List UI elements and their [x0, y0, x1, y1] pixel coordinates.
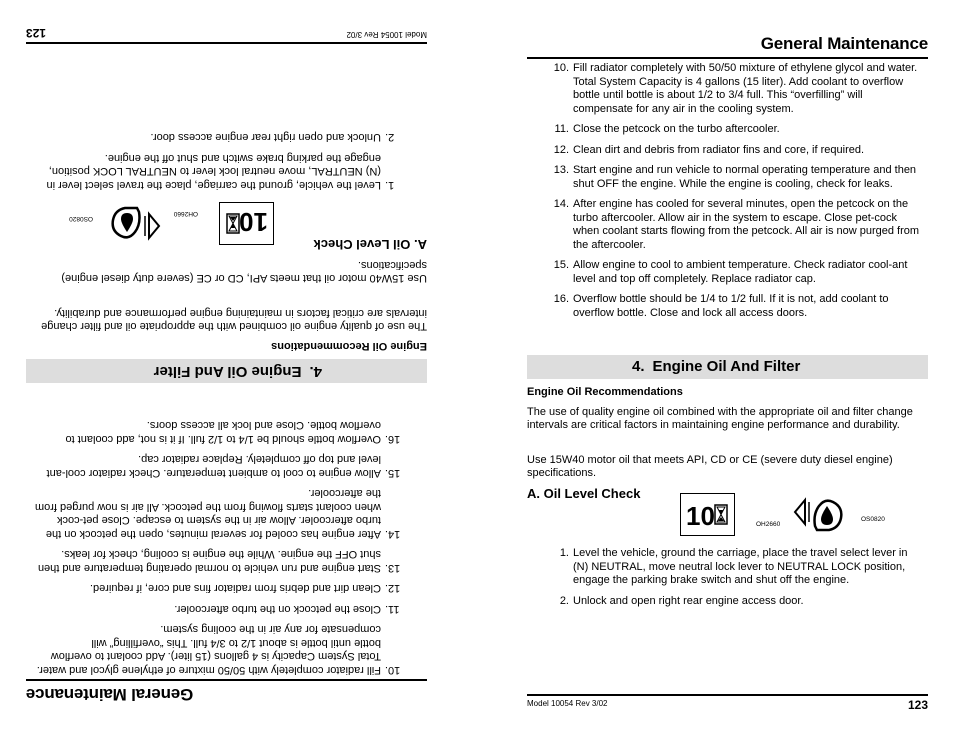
- mirrored-step-text: Level the vehicle, ground the carriage, place the travel select lever in (N) NEUTRAL, move neutral lock lever to NEUTRAL LOCK position, engage the parking brake switch and shut off the engine.: [46, 152, 381, 191]
- mirrored-step-number: 15.: [385, 467, 401, 479]
- step-text: Allow engine to cool to ambient temperature. Check radiator cool-ant level and top off completely. Replace radiator cap.: [573, 259, 908, 285]
- footer-model: Model 10054 Rev 3/02: [527, 699, 608, 708]
- mirrored-list-item: [26, 486, 427, 540]
- mirrored-list-item: [26, 547, 427, 574]
- step-number: 1.: [559, 547, 569, 559]
- mirrored-step-text: After engine has cooled for several minutes, open the petcock on the turbo aftercooler. Allow air in the system to escape. Close pet-cock when coolant starts flowing from the petcock. All air is now purged from the aftercooler.: [34, 487, 381, 540]
- mirrored-list-item: [26, 418, 427, 445]
- procedure-heading: A. Oil Level Check: [527, 486, 641, 501]
- mirrored-section-heading: [26, 359, 427, 383]
- figure-label: OH2660: [756, 521, 781, 528]
- mirrored-paragraph: The use of quality engine oil combined with the appropriate oil and filter change intervals are critical factors in maintaining engine performance and durability.: [41, 306, 427, 332]
- list-item: [527, 547, 928, 588]
- list-item: [527, 123, 928, 137]
- mirrored-header-rule: [26, 679, 427, 681]
- mirrored-oil-check-steps-list: [26, 123, 427, 191]
- mirrored-step-number: 11.: [385, 603, 400, 615]
- paragraph: Use 15W40 motor oil that meets API, CD or CE (severe duty diesel engine) specifications.: [527, 454, 893, 480]
- svg-text:10: 10: [239, 207, 268, 237]
- step-text: Fill radiator completely with 50/50 mixture of ethylene glycol and water. Total System Capacity is 4 gallons (15 liter). Add coolant to overflow bottle until bottle is about 1/2 to 3/4 full. This “overfilling” will compensate for any air in the cooling system.: [573, 62, 918, 115]
- step-text: After engine has cooled for several minutes, open the petcock on the turbo aftercooler. Allow air in the system to escape. Close pet-cock when coolant starts flowing from the petcock. All air is now purged from the aftercooler.: [573, 198, 920, 251]
- mirrored-step-text: Clean dirt and debris from radiator fins and core, if required.: [89, 582, 381, 595]
- figure-label: OS0820: [861, 516, 885, 523]
- mirrored-step-number: 12.: [385, 582, 401, 595]
- mirrored-list-item: [26, 581, 427, 595]
- mirrored-engine-oil-level-icon: [103, 204, 163, 248]
- section-title: Engine Oil And Filter: [652, 358, 801, 375]
- mirrored-step-text: Overflow bottle should be 1/4 to 1/2 full. If it is not, add coolant to overflow bottle. Close and lock all access doors.: [65, 419, 381, 445]
- step-text: Start engine and run vehicle to normal operating temperature and then shut OFF the engine. While the engine is cooling, check for leaks.: [573, 164, 917, 190]
- step-text: Clean dirt and debris from radiator fins and core, if required.: [573, 143, 865, 156]
- hour-meter-icon: [680, 493, 735, 536]
- mirrored-footer-model: Model 10054 Rev 3/02: [346, 30, 427, 39]
- subsection-heading: Engine Oil Recommendations: [527, 386, 683, 398]
- section-number: 4.: [632, 358, 645, 375]
- mirrored-section-number: 4.: [309, 363, 322, 380]
- step-number: 16.: [553, 293, 569, 305]
- mirrored-paragraph: Use 15W40 motor oil that meets API, CD or CE (severe duty diesel engine) specifications.: [61, 258, 427, 284]
- step-number: 11.: [554, 123, 569, 135]
- step-number: 2.: [559, 594, 569, 607]
- svg-text:10: 10: [686, 501, 715, 531]
- mirrored-section-title: Engine Oil And Filter: [153, 363, 302, 380]
- step-text: Close the petcock on the turbo aftercooler.: [573, 123, 780, 135]
- mirrored-figure-label: OH2660: [173, 210, 198, 217]
- mirrored-subsection-heading: Engine Oil Recommendations: [271, 340, 427, 352]
- page-header-title: General Maintenance: [760, 34, 928, 53]
- list-item: [527, 259, 928, 286]
- mirrored-list-item: [26, 622, 427, 676]
- mirrored-footer-rule: [26, 42, 427, 44]
- mirrored-step-number: 16.: [385, 433, 401, 445]
- mirrored-step-number: 10.: [385, 664, 401, 676]
- list-item: [527, 62, 928, 116]
- mirrored-list-item: [26, 452, 427, 479]
- step-number: 10.: [553, 62, 569, 74]
- oil-check-steps-list: [527, 547, 928, 615]
- list-item: [527, 293, 928, 320]
- mirrored-list-item: [26, 602, 427, 616]
- list-item: [527, 164, 928, 191]
- step-number: 13.: [553, 164, 569, 176]
- step-number: 12.: [553, 143, 569, 156]
- mirrored-page-header-title: General Maintenance: [26, 685, 194, 704]
- engine-oil-level-icon: [791, 490, 851, 534]
- mirrored-page-number: 123: [26, 26, 47, 40]
- mirrored-procedure-heading: A. Oil Level Check: [313, 237, 427, 252]
- mirrored-list-item: [26, 151, 427, 192]
- mirrored-step-number: 2.: [385, 131, 395, 144]
- step-text: Level the vehicle, ground the carriage, place the travel select lever in (N) NEUTRAL, move neutral lock lever to NEUTRAL LOCK position, engage the parking brake switch and shut off the engine.: [573, 547, 908, 586]
- mirrored-step-number: 14.: [385, 528, 401, 540]
- mirrored-step-text: Fill radiator completely with 50/50 mixture of ethylene glycol and water. Total System Capacity is 4 gallons (15 liter). Add coolant to overflow bottle until bottle is about 1/2 to 3/4 full. This “overfilling” will compensate for any air in the cooling system.: [36, 623, 381, 676]
- list-item: [527, 595, 928, 609]
- section-heading: [527, 355, 928, 379]
- mirrored-step-text: Close the petcock on the turbo aftercooler.: [174, 603, 381, 615]
- header-rule: [527, 57, 928, 59]
- mirrored-figure-label: OS0820: [69, 215, 93, 222]
- footer-rule: [527, 694, 928, 696]
- page-number: 123: [907, 698, 928, 712]
- list-item: [527, 198, 928, 252]
- step-text: Unlock and open right rear engine access door.: [573, 594, 804, 607]
- step-text: Overflow bottle should be 1/4 to 1/2 full. If it is not, add coolant to overflow bottle. Close and lock all access doors.: [573, 293, 889, 319]
- manual-page: [477, 0, 954, 738]
- mirrored-step-text: Allow engine to cool to ambient temperature. Check radiator cool-ant level and top off completely. Replace radiator cap.: [46, 453, 381, 479]
- mirrored-coolant-steps-list: [26, 411, 427, 676]
- mirrored-hour-meter-icon: [219, 202, 274, 245]
- mirrored-list-item: [26, 130, 427, 144]
- step-number: 15.: [553, 259, 569, 271]
- paragraph: The use of quality engine oil combined with the appropriate oil and filter change intervals are critical factors in maintaining engine performance and durability.: [527, 406, 913, 432]
- mirrored-step-text: Unlock and open right rear engine access door.: [150, 131, 381, 144]
- mirrored-step-number: 1.: [385, 179, 395, 191]
- step-number: 14.: [553, 198, 569, 210]
- mirrored-step-number: 13.: [385, 562, 401, 574]
- coolant-steps-list: [527, 62, 928, 327]
- mirrored-step-text: Start engine and run vehicle to normal operating temperature and then shut OFF the engine. While the engine is cooling, check for leaks.: [37, 548, 381, 574]
- list-item: [527, 144, 928, 158]
